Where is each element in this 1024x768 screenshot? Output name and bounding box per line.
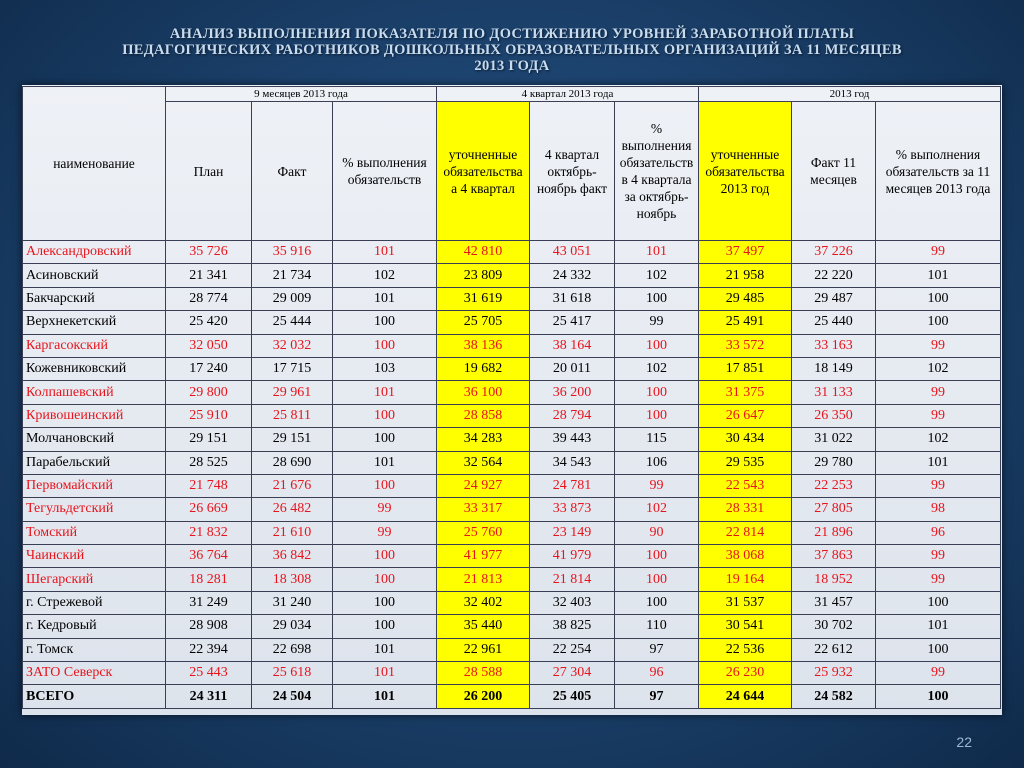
cell-plan: 28 908 [166, 615, 252, 638]
cell-q4-obl: 22 961 [437, 638, 530, 661]
cell-pct: 100 [333, 311, 437, 334]
cell-y-fact: 26 350 [792, 404, 876, 427]
cell-q4-obl: 41 977 [437, 545, 530, 568]
cell-q4-pct: 100 [615, 334, 699, 357]
cell-name: г. Кедровый [23, 615, 166, 638]
cell-pct: 101 [333, 287, 437, 310]
cell-q4-fact: 27 304 [530, 662, 615, 685]
cell-y-pct: 100 [876, 638, 1001, 661]
table-row [23, 498, 1001, 521]
table-row [23, 428, 1001, 451]
cell-name: Кожевниковский [23, 357, 166, 380]
cell-name: Первомайский [23, 474, 166, 497]
cell-pct: 100 [333, 591, 437, 614]
cell-q4-pct: 99 [615, 311, 699, 334]
cell-name: Асиновский [23, 264, 166, 287]
cell-y-fact: 18 149 [792, 357, 876, 380]
cell-fact: 29 151 [252, 428, 333, 451]
header-plan: План [166, 102, 252, 241]
cell-pct: 101 [333, 451, 437, 474]
cell-y-pct: 99 [876, 662, 1001, 685]
cell-y-pct: 100 [876, 311, 1001, 334]
cell-y-obl: 25 491 [699, 311, 792, 334]
cell-pct: 100 [333, 334, 437, 357]
table-row [23, 404, 1001, 427]
cell-q4-fact: 43 051 [530, 241, 615, 264]
cell-y-fact: 27 805 [792, 498, 876, 521]
cell-fact: 29 961 [252, 381, 333, 404]
header-year-pct: % выполнения обязательств за 11 месяцев 2013 года [876, 102, 1001, 241]
cell-y-fact: 29 487 [792, 287, 876, 310]
cell-q4-pct: 102 [615, 498, 699, 521]
cell-fact: 21 610 [252, 521, 333, 544]
cell-pct: 100 [333, 428, 437, 451]
cell-y-obl: 19 164 [699, 568, 792, 591]
cell-plan: 26 669 [166, 498, 252, 521]
cell-plan: 17 240 [166, 357, 252, 380]
cell-q4-obl: 35 440 [437, 615, 530, 638]
cell-fact: 25 444 [252, 311, 333, 334]
header-q4-pct: % выполнения обязательств в 4 квартала за октябрь-ноябрь [615, 102, 699, 241]
header-group-q4: 4 квартал 2013 года [437, 87, 699, 102]
cell-q4-pct: 100 [615, 545, 699, 568]
cell-y-obl: 22 536 [699, 638, 792, 661]
cell-plan: 25 443 [166, 662, 252, 685]
page-number: 22 [956, 734, 972, 750]
cell-plan: 29 151 [166, 428, 252, 451]
slide-title [40, 26, 984, 74]
cell-q4-fact: 31 618 [530, 287, 615, 310]
cell-pct: 100 [333, 404, 437, 427]
cell-q4-fact: 32 403 [530, 591, 615, 614]
cell-plan: 35 726 [166, 241, 252, 264]
cell-name: Чаинский [23, 545, 166, 568]
header-name: наименование [23, 87, 166, 241]
slide-title-line-1: АНАЛИЗ ВЫПОЛНЕНИЯ ПОКАЗАТЕЛЯ ПО ДОСТИЖЕНИЮ УРОВНЕЙ ЗАРАБОТНОЙ ПЛАТЫ [169, 26, 855, 42]
cell-y-obl: 33 572 [699, 334, 792, 357]
table-row [23, 521, 1001, 544]
cell-y-pct: 99 [876, 334, 1001, 357]
cell-y-fact: 22 253 [792, 474, 876, 497]
cell-pct: 101 [333, 381, 437, 404]
cell-fact: 26 482 [252, 498, 333, 521]
cell-y-fact: 30 702 [792, 615, 876, 638]
cell-y-fact: 31 457 [792, 591, 876, 614]
cell-plan: 22 394 [166, 638, 252, 661]
cell-fact: 28 690 [252, 451, 333, 474]
cell-q4-fact: 39 443 [530, 428, 615, 451]
cell-pct: 100 [333, 568, 437, 591]
cell-q4-obl: 21 813 [437, 568, 530, 591]
cell-plan: 32 050 [166, 334, 252, 357]
cell-q4-fact: 25 417 [530, 311, 615, 334]
header-row-columns [23, 102, 1001, 241]
cell-q4-fact: 38 825 [530, 615, 615, 638]
cell-q4-fact: 22 254 [530, 638, 615, 661]
cell-q4-pct: 90 [615, 521, 699, 544]
cell-plan: 18 281 [166, 568, 252, 591]
cell-plan: 21 341 [166, 264, 252, 287]
cell-name: Шегарский [23, 568, 166, 591]
header-fact: Факт [252, 102, 333, 241]
cell-y-pct: 102 [876, 428, 1001, 451]
cell-plan: 28 525 [166, 451, 252, 474]
cell-plan: 21 748 [166, 474, 252, 497]
cell-q4-obl: 34 283 [437, 428, 530, 451]
cell-pct: 100 [333, 474, 437, 497]
cell-y-fact: 22 220 [792, 264, 876, 287]
header-q4-fact: 4 квартал октябрь-ноябрь факт [530, 102, 615, 241]
cell-name: Колпашевский [23, 381, 166, 404]
cell-q4-obl: 31 619 [437, 287, 530, 310]
cell-q4-fact: 28 794 [530, 404, 615, 427]
cell-fact: 35 916 [252, 241, 333, 264]
cell-name: Томский [23, 521, 166, 544]
cell-y-pct: 99 [876, 241, 1001, 264]
cell-q4-fact: 33 873 [530, 498, 615, 521]
cell-plan: 31 249 [166, 591, 252, 614]
cell-name: Верхнекетский [23, 311, 166, 334]
header-group-9-months: 9 месяцев 2013 года [166, 87, 437, 102]
table-row [23, 334, 1001, 357]
cell-q4-pct: 106 [615, 451, 699, 474]
cell-y-pct: 96 [876, 521, 1001, 544]
cell-fact: 29 034 [252, 615, 333, 638]
cell-q4-fact: 24 332 [530, 264, 615, 287]
cell-y-pct: 101 [876, 615, 1001, 638]
cell-q4-obl: 28 588 [437, 662, 530, 685]
table-row [23, 287, 1001, 310]
cell-fact: 25 618 [252, 662, 333, 685]
header-year-fact: Факт 11 месяцев [792, 102, 876, 241]
cell-q4-pct: 100 [615, 568, 699, 591]
table-row [23, 662, 1001, 685]
cell-y-obl: 28 331 [699, 498, 792, 521]
cell-q4-pct: 102 [615, 357, 699, 380]
cell-y-pct: 99 [876, 404, 1001, 427]
table-row [23, 591, 1001, 614]
cell-q4-obl: 33 317 [437, 498, 530, 521]
header-group-year: 2013 год [699, 87, 1001, 102]
cell-y-pct: 100 [876, 287, 1001, 310]
cell-name: Бакчарский [23, 287, 166, 310]
cell-pct: 101 [333, 241, 437, 264]
cell-y-obl: 31 537 [699, 591, 792, 614]
cell-plan: 36 764 [166, 545, 252, 568]
table-row [23, 474, 1001, 497]
cell-q4-pct: 100 [615, 287, 699, 310]
table-row [23, 264, 1001, 287]
cell-name: Кривошеинский [23, 404, 166, 427]
cell-y-obl: 26 230 [699, 662, 792, 685]
header-pct: % выполнения обязательств [333, 102, 437, 241]
cell-y-fact: 21 896 [792, 521, 876, 544]
cell-y-pct: 101 [876, 264, 1001, 287]
cell-plan: 25 910 [166, 404, 252, 427]
cell-name: Тегульдетский [23, 498, 166, 521]
table-row [23, 568, 1001, 591]
cell-y-obl: 22 543 [699, 474, 792, 497]
cell-y-pct: 100 [876, 591, 1001, 614]
cell-q4-pct: 97 [615, 685, 699, 708]
cell-q4-pct: 110 [615, 615, 699, 638]
cell-pct: 102 [333, 264, 437, 287]
cell-y-fact: 33 163 [792, 334, 876, 357]
total-row [23, 685, 1001, 708]
cell-pct: 101 [333, 662, 437, 685]
salary-analysis-table [22, 86, 1001, 709]
table-body [23, 241, 1001, 709]
cell-y-obl: 31 375 [699, 381, 792, 404]
table-row [23, 638, 1001, 661]
cell-q4-fact: 23 149 [530, 521, 615, 544]
table-row [23, 241, 1001, 264]
cell-q4-fact: 25 405 [530, 685, 615, 708]
table-row [23, 357, 1001, 380]
cell-fact: 31 240 [252, 591, 333, 614]
cell-pct: 99 [333, 521, 437, 544]
cell-y-fact: 29 780 [792, 451, 876, 474]
cell-fact: 17 715 [252, 357, 333, 380]
cell-name: г. Стрежевой [23, 591, 166, 614]
cell-y-obl: 30 434 [699, 428, 792, 451]
cell-y-obl: 24 644 [699, 685, 792, 708]
cell-y-fact: 37 226 [792, 241, 876, 264]
cell-y-fact: 31 022 [792, 428, 876, 451]
cell-q4-pct: 115 [615, 428, 699, 451]
cell-y-fact: 25 932 [792, 662, 876, 685]
table-row [23, 545, 1001, 568]
cell-q4-obl: 25 705 [437, 311, 530, 334]
cell-q4-obl: 38 136 [437, 334, 530, 357]
cell-q4-fact: 41 979 [530, 545, 615, 568]
cell-pct: 101 [333, 638, 437, 661]
cell-y-pct: 101 [876, 451, 1001, 474]
cell-q4-pct: 96 [615, 662, 699, 685]
cell-q4-pct: 101 [615, 241, 699, 264]
cell-y-obl: 21 958 [699, 264, 792, 287]
cell-q4-fact: 36 200 [530, 381, 615, 404]
cell-pct: 99 [333, 498, 437, 521]
cell-y-obl: 29 485 [699, 287, 792, 310]
cell-fact: 18 308 [252, 568, 333, 591]
cell-pct: 100 [333, 545, 437, 568]
header-year-obligations: уточненные обязательства 2013 год [699, 102, 792, 241]
cell-q4-obl: 23 809 [437, 264, 530, 287]
cell-name: Александровский [23, 241, 166, 264]
cell-plan: 21 832 [166, 521, 252, 544]
cell-fact: 21 676 [252, 474, 333, 497]
cell-plan: 24 311 [166, 685, 252, 708]
cell-y-obl: 37 497 [699, 241, 792, 264]
slide-title-line-3: 2013 ГОДА [474, 58, 550, 74]
cell-q4-pct: 97 [615, 638, 699, 661]
cell-y-obl: 38 068 [699, 545, 792, 568]
cell-name: Парабельский [23, 451, 166, 474]
cell-name: Молчановский [23, 428, 166, 451]
cell-name: ВСЕГО [23, 685, 166, 708]
cell-name: Каргасокский [23, 334, 166, 357]
cell-y-fact: 22 612 [792, 638, 876, 661]
cell-q4-pct: 100 [615, 591, 699, 614]
cell-plan: 29 800 [166, 381, 252, 404]
cell-fact: 36 842 [252, 545, 333, 568]
cell-q4-pct: 100 [615, 381, 699, 404]
slide-title-line-2: ПЕДАГОГИЧЕСКИХ РАБОТНИКОВ ДОШКОЛЬНЫХ ОБРАЗОВАТЕЛЬНЫХ ОРГАНИЗАЦИЙ ЗА 11 МЕСЯЦЕВ [122, 42, 902, 58]
cell-y-fact: 24 582 [792, 685, 876, 708]
header-row-groups [23, 87, 1001, 102]
cell-fact: 32 032 [252, 334, 333, 357]
cell-y-pct: 102 [876, 357, 1001, 380]
cell-y-pct: 99 [876, 568, 1001, 591]
cell-fact: 21 734 [252, 264, 333, 287]
cell-name: ЗАТО Северск [23, 662, 166, 685]
cell-q4-fact: 34 543 [530, 451, 615, 474]
cell-fact: 25 811 [252, 404, 333, 427]
cell-q4-fact: 20 011 [530, 357, 615, 380]
cell-q4-obl: 25 760 [437, 521, 530, 544]
cell-q4-obl: 32 402 [437, 591, 530, 614]
cell-q4-obl: 24 927 [437, 474, 530, 497]
cell-q4-obl: 36 100 [437, 381, 530, 404]
cell-name: г. Томск [23, 638, 166, 661]
cell-q4-fact: 21 814 [530, 568, 615, 591]
cell-y-obl: 17 851 [699, 357, 792, 380]
cell-q4-pct: 100 [615, 404, 699, 427]
cell-fact: 29 009 [252, 287, 333, 310]
cell-pct: 101 [333, 685, 437, 708]
table-row [23, 451, 1001, 474]
cell-pct: 100 [333, 615, 437, 638]
cell-y-pct: 99 [876, 381, 1001, 404]
cell-y-obl: 22 814 [699, 521, 792, 544]
cell-y-fact: 37 863 [792, 545, 876, 568]
cell-q4-obl: 28 858 [437, 404, 530, 427]
cell-plan: 28 774 [166, 287, 252, 310]
cell-fact: 24 504 [252, 685, 333, 708]
cell-y-pct: 99 [876, 474, 1001, 497]
cell-y-pct: 98 [876, 498, 1001, 521]
cell-q4-fact: 38 164 [530, 334, 615, 357]
cell-y-obl: 30 541 [699, 615, 792, 638]
cell-y-fact: 31 133 [792, 381, 876, 404]
cell-y-pct: 100 [876, 685, 1001, 708]
cell-plan: 25 420 [166, 311, 252, 334]
cell-q4-obl: 26 200 [437, 685, 530, 708]
table-row [23, 311, 1001, 334]
cell-q4-pct: 102 [615, 264, 699, 287]
table-row [23, 381, 1001, 404]
header-q4-obligations: уточненные обязательства а 4 квартал [437, 102, 530, 241]
cell-y-obl: 29 535 [699, 451, 792, 474]
table-row [23, 615, 1001, 638]
cell-y-fact: 25 440 [792, 311, 876, 334]
cell-q4-obl: 42 810 [437, 241, 530, 264]
cell-q4-fact: 24 781 [530, 474, 615, 497]
cell-y-fact: 18 952 [792, 568, 876, 591]
cell-y-obl: 26 647 [699, 404, 792, 427]
cell-y-pct: 99 [876, 545, 1001, 568]
cell-fact: 22 698 [252, 638, 333, 661]
cell-q4-pct: 99 [615, 474, 699, 497]
cell-q4-obl: 19 682 [437, 357, 530, 380]
cell-q4-obl: 32 564 [437, 451, 530, 474]
cell-pct: 103 [333, 357, 437, 380]
